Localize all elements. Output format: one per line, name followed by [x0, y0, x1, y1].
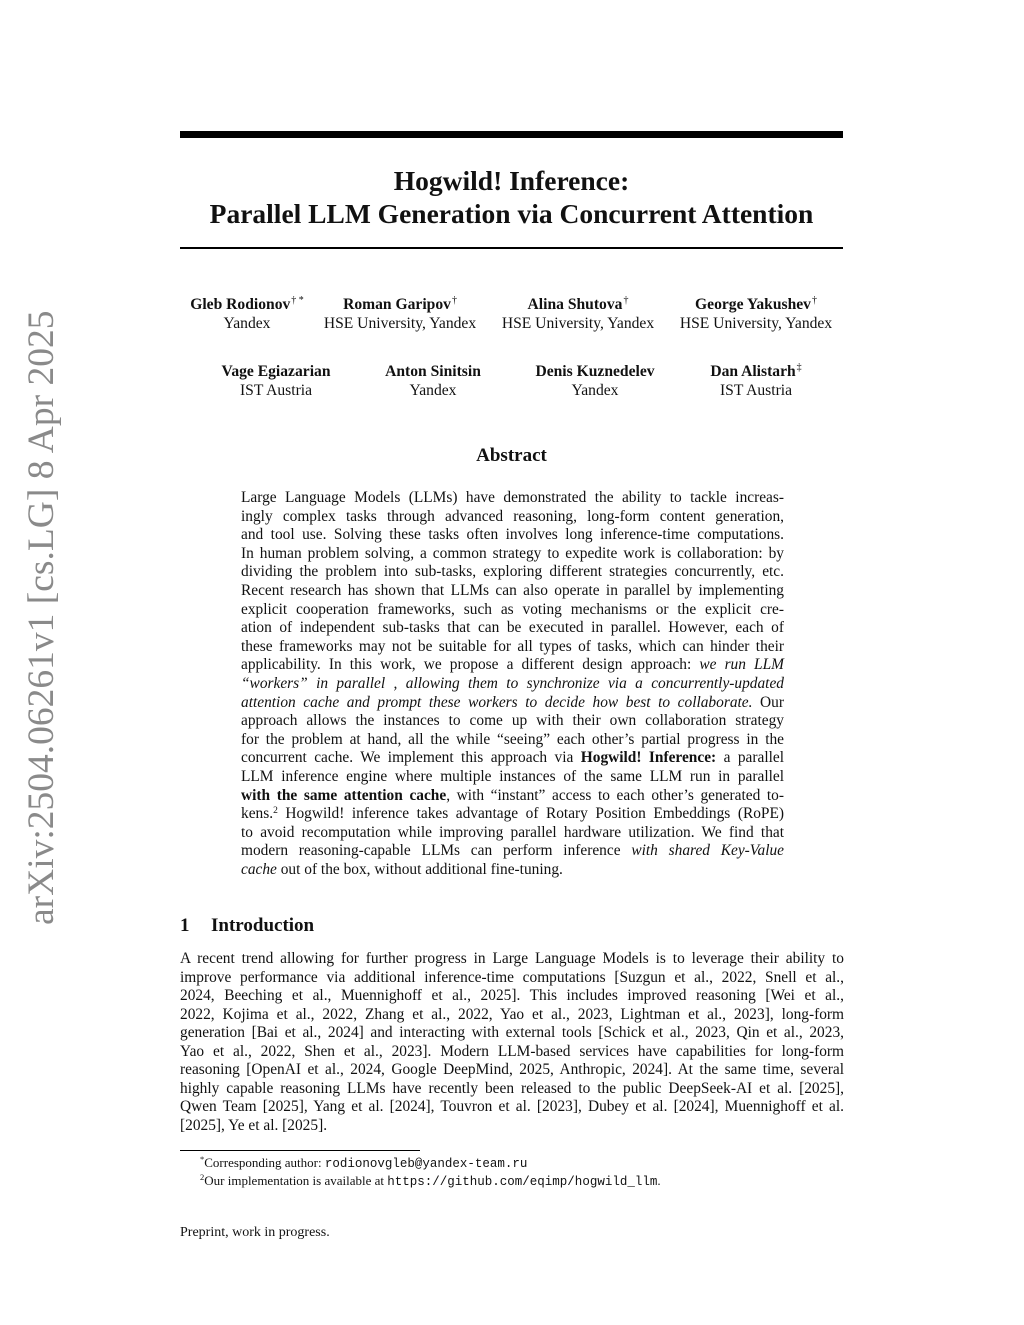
abstract-line: to avoid recomputation while improving parallel hardware utilization. We find that — [241, 823, 784, 841]
author-name: Dan Alistarh‡ — [710, 362, 802, 380]
author-name: George Yakushev† — [695, 295, 817, 313]
author-name: Gleb Rodionov† * — [190, 295, 304, 313]
intro-line: reasoning [OpenAI et al., 2024, Google DeepMind, 2025, Anthropic, 2024]. At the same time, several — [180, 1061, 844, 1078]
author-email[interactable]: rodionovgleb@yandex-team.ru — [324, 1157, 528, 1171]
footnote-implementation: $^2$Our implementation is available at https://github.com/eqimp/hogwild_llm. — [200, 1172, 661, 1189]
author-name: Denis Kuznedelev — [535, 363, 655, 380]
abstract-line: these frameworks may not be suitable for all types of tasks, which can hinder their — [241, 637, 784, 655]
abstract-body — [241, 489, 784, 879]
section-number: 1 — [180, 915, 190, 936]
author-block — [488, 295, 668, 333]
abstract-line: cache out of the box, without additional fine-tuning. — [241, 860, 563, 878]
abstract-line: applicability. In this work, we propose a different design approach: we run LLM — [241, 656, 784, 674]
footnote-rule — [180, 1150, 420, 1151]
author-affiliation: Yandex — [409, 382, 457, 399]
intro-line: 2024, Beeching et al., Muennighoff et al., 2025]. This includes improved reasoning [Wei et al., — [180, 987, 844, 1004]
intro-line: Yao et al., 2022, Shen et al., 2023]. Modern LLM-based services have capabilities for long-form — [180, 1042, 844, 1060]
intro-line: 2022, Kojima et al., 2022, Zhang et al., 2022, Yao et al., 2023, Lightman et al., 2023], long-form — [180, 1005, 844, 1023]
author-name: Alina Shutova† — [527, 295, 629, 313]
paper-title-line-1: Hogwild! Inference: — [393, 165, 630, 196]
intro-line: Qwen Team [2025], Yang et al. [2024], Touvron et al. [2023], Dubey et al. [2024], Muennighoff et al. — [180, 1098, 844, 1115]
author-affiliation: IST Austria — [239, 382, 313, 399]
title-rule-top — [180, 131, 843, 138]
abstract-line: ingly complex tasks through advanced reasoning, long-form content generation, — [241, 507, 784, 525]
paper-title-line-2: Parallel LLM Generation via Concurrent Attention — [209, 198, 814, 229]
abstract-heading: Abstract — [476, 445, 547, 466]
author-affiliation: Yandex — [223, 315, 271, 332]
repo-link[interactable]: https://github.com/eqimp/hogwild_llm — [387, 1175, 658, 1189]
abstract-line: “workers” in parallel , allowing them to synchronize via a concurrently-updated — [241, 674, 784, 692]
footnote-corresponding-author: *Corresponding author: rodionovgleb@yandex-team.ru — [200, 1154, 528, 1171]
author-block — [666, 295, 846, 333]
abstract-line: In human problem solving, a common strategy to expedite work is collaboration: by — [241, 544, 784, 562]
author-affiliation: HSE University, Yandex — [323, 315, 477, 332]
abstract-line: kens.$^2$ Hogwild! inference takes advantage of Rotary Position Embeddings (RoPE) — [241, 805, 784, 823]
abstract-line: explicit cooperation frameworks, such as voting mechanisms or the explicit cre- — [241, 600, 784, 618]
author-block — [343, 362, 523, 400]
author-block — [666, 362, 846, 400]
title-rule-bottom — [180, 247, 843, 249]
author-affiliation: HSE University, Yandex — [679, 315, 833, 332]
author-block — [310, 295, 490, 333]
introduction-paragraph — [180, 950, 844, 1135]
arxiv-stamp: arXiv:2504.06261v1 [cs.LG] 8 Apr 2025 — [21, 310, 62, 925]
author-block — [505, 362, 685, 400]
abstract-line: Recent research has shown that LLMs can also operate in parallel by implementing — [241, 581, 784, 599]
abstract-line: modern reasoning-capable LLMs can perform inference with shared Key-Value — [241, 842, 784, 860]
intro-line: generation [Bai et al., 2024] and interacting with external tools [Schick et al., 2023, Qin et al., 2023, — [180, 1024, 844, 1041]
intro-line: highly capable reasoning LLMs have recently been released to the public DeepSeek-AI et al. [2025], — [180, 1079, 844, 1097]
intro-line: [2025], Ye et al. [2025]. — [180, 1116, 328, 1134]
abstract-line: dividing the problem into sub-tasks, exploring different strategies concurrently, etc. — [241, 563, 784, 581]
author-affiliation: HSE University, Yandex — [501, 315, 655, 332]
author-name: Roman Garipov† — [343, 295, 457, 313]
author-affiliation: IST Austria — [719, 382, 793, 399]
author-name: Vage Egiazarian — [221, 363, 331, 380]
intro-line: improve performance via additional inference-time computations [Suzgun et al., 2022, Snell et al., — [180, 968, 844, 986]
author-name: Anton Sinitsin — [385, 363, 481, 380]
abstract-line: concurrent cache. We implement this approach via Hogwild! Inference: a parallel — [241, 749, 784, 767]
abstract-line: with the same attention cache, with “instant” access to each other’s generated to- — [241, 786, 784, 804]
abstract-line: Large Language Models (LLMs) have demonstrated the ability to tackle increas- — [241, 489, 784, 506]
abstract-line: ation of independent sub-tasks that can be executed in parallel. However, each of — [241, 619, 784, 637]
section-heading-introduction — [180, 914, 580, 938]
preprint-note: Preprint, work in progress. — [180, 1225, 330, 1240]
abstract-line: for the problem at hand, all the while “seeing” each other’s partial progress in the — [241, 730, 784, 748]
author-affiliation: Yandex — [571, 382, 619, 399]
intro-line: A recent trend allowing for further progress in Large Language Models is to leverage their ability to — [180, 950, 844, 967]
abstract-line: attention cache and prompt these workers to decide how best to collaborate. Our — [241, 693, 784, 711]
abstract-line: approach allows the instances to come up with their own collaboration strategy — [241, 712, 784, 730]
section-title: Introduction — [211, 915, 315, 936]
abstract-line: LLM inference engine where multiple instances of the same LLM run in parallel — [241, 767, 784, 785]
author-block — [186, 362, 366, 400]
abstract-line: and tool use. Solving these tasks often involves long inference-time computations. — [241, 526, 784, 544]
